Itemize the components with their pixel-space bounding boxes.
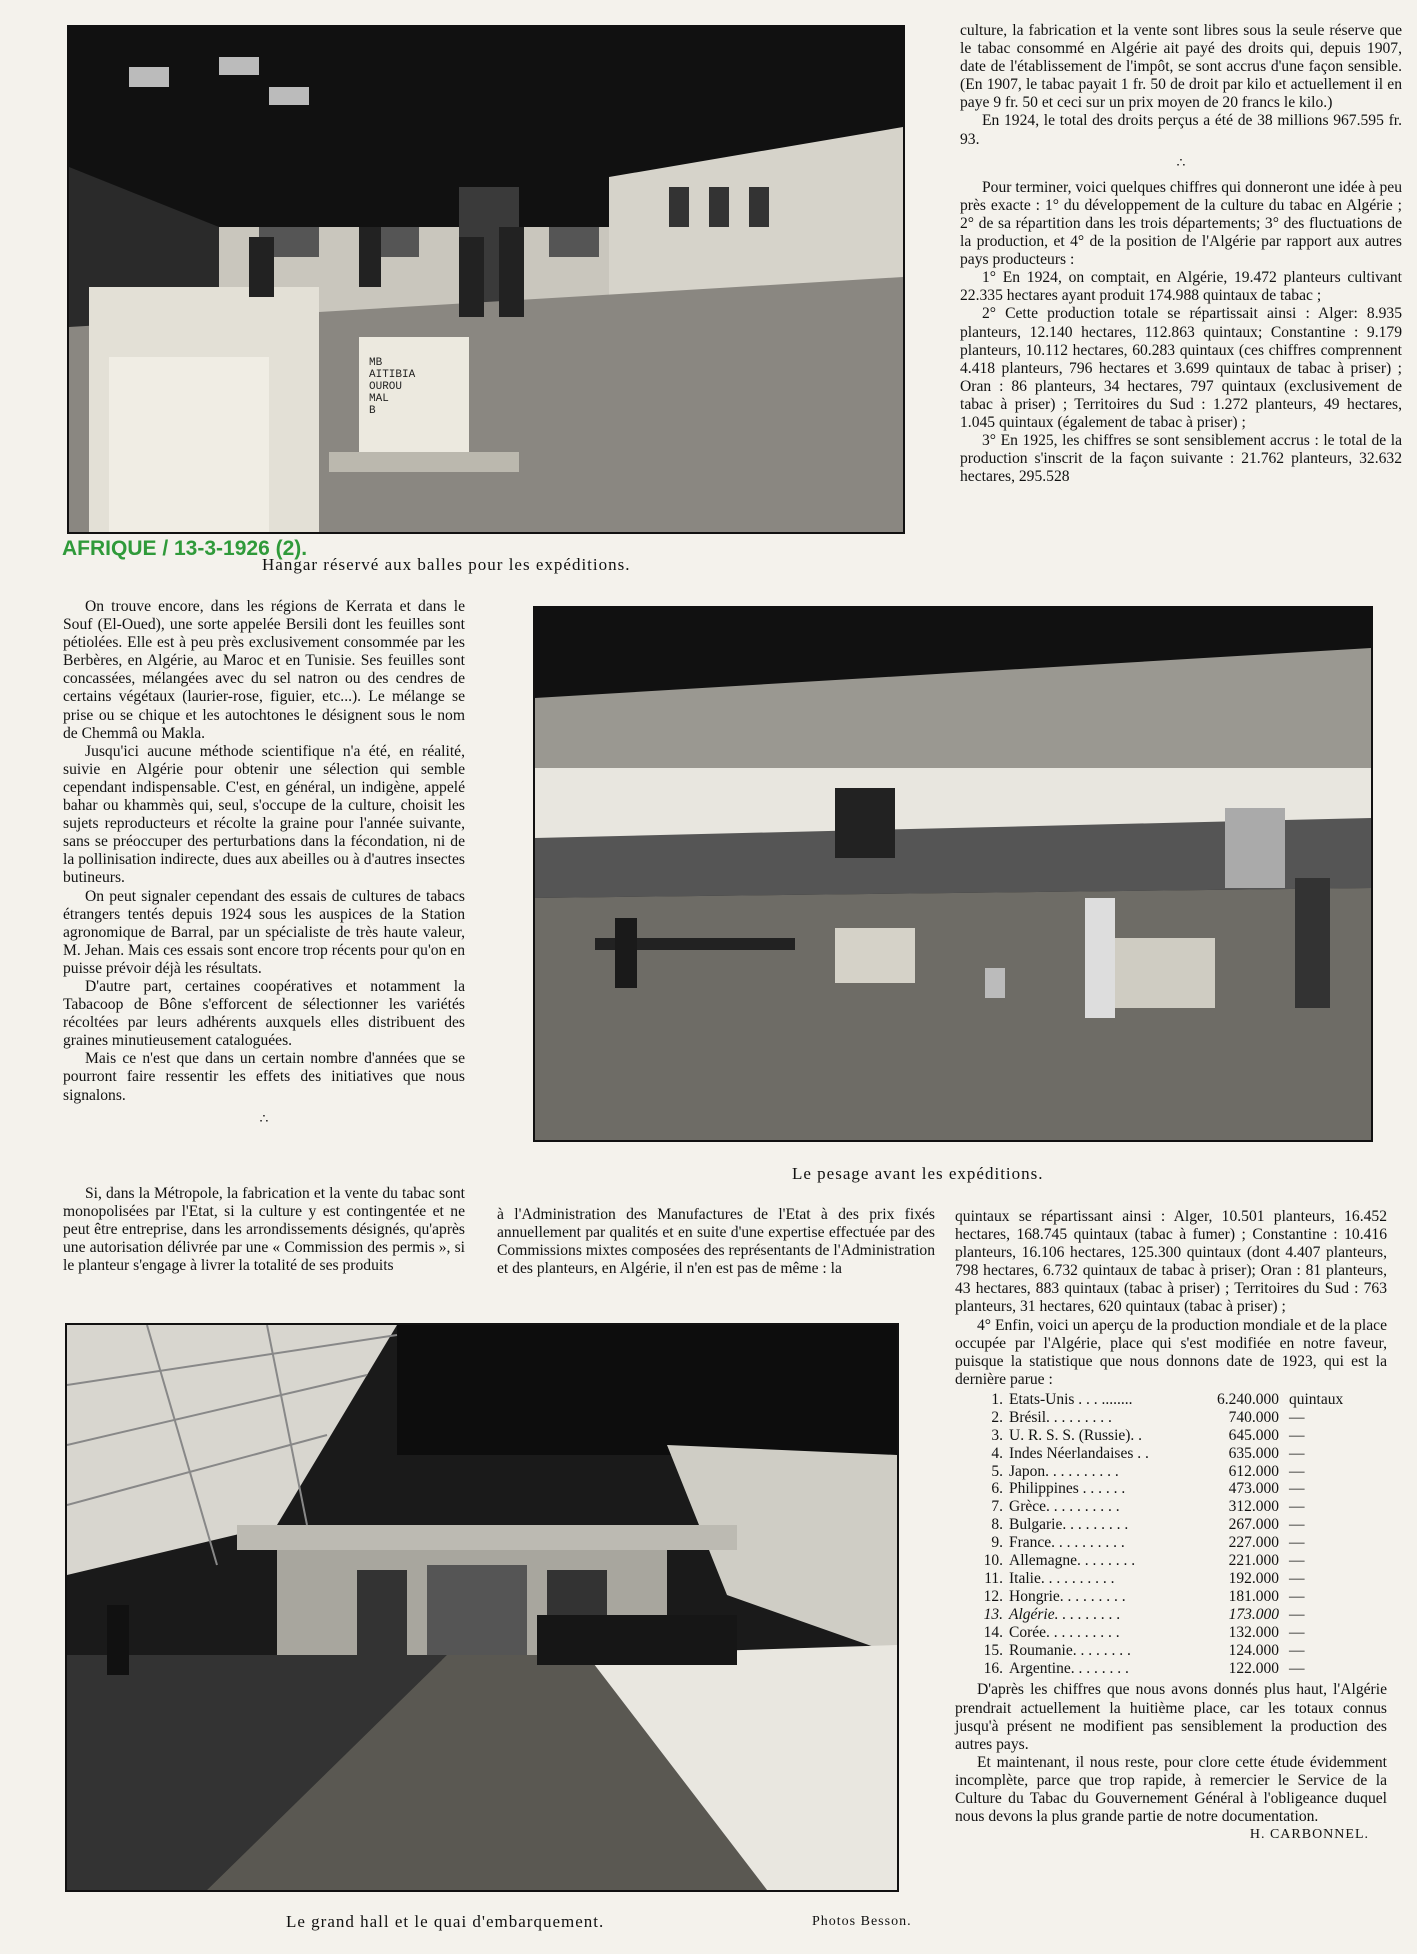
unit: — <box>1289 1480 1305 1498</box>
production-value: 221.000 <box>1228 1552 1279 1570</box>
unit: — <box>1289 1426 1305 1444</box>
photo-grand-hall <box>65 1323 899 1892</box>
table-row <box>979 1516 1343 1534</box>
photo-pesage <box>533 606 1373 1142</box>
unit: — <box>1289 1659 1305 1677</box>
production-ranking-table <box>979 1391 1343 1678</box>
rank-number: 7. <box>991 1498 1003 1516</box>
left-column-middle <box>63 598 465 1135</box>
right-column-top <box>960 22 1402 486</box>
left-column-low <box>63 1185 465 1275</box>
table-row <box>979 1463 1343 1481</box>
unit: — <box>1289 1516 1305 1534</box>
bale-lettering: MB AITIBIA OUROU MAL B <box>369 357 416 417</box>
table-row <box>979 1624 1343 1642</box>
paragraph: Et maintenant, il nous reste, pour clore cette étude évidemment incomplète, parce que trop rapide, à remercier le Service de la Culture du Tabac du Gouvernement Général à l'obligeance duquel nous devons la plus grande partie de notre documentation. <box>955 1753 1387 1826</box>
unit: — <box>1289 1552 1305 1570</box>
production-value: 312.000 <box>1228 1498 1279 1516</box>
paragraph: On peut signaler cependant des essais de cultures de tabacs étrangers tentés depuis 1924 sous les auspices de la Station agronomique de Barral, par un spécialiste de très haute valeur, M. Jehan. Mais ces essais sont encore trop récents pour qu'on en puisse prévoir déjà les résultats. <box>63 887 465 977</box>
unit: — <box>1289 1498 1305 1516</box>
country-name: Argentine. . . . . . . . <box>1009 1659 1129 1677</box>
production-value: 612.000 <box>1228 1462 1279 1480</box>
paragraph: à l'Administration des Manufactures de l'Etat à des prix fixés annuellement par qualités et en suite d'une expertise effectuée par des Commissions mixtes composées des représentants de l'Administration et des planteurs, en Algérie, il n'en est pas de même : la <box>497 1206 935 1278</box>
production-value: 192.000 <box>1228 1570 1279 1587</box>
paragraph: culture, la fabrication et la vente sont libres sous la seule réserve que le tabac consommé en Algérie ait payé des droits qui, depuis 1907, date de l'établissement de l'impôt, se sont accrus d'une façon sensible. (En 1907, le tabac payait 1 fr. 50 de droit par kilo et actuellement il en paye 9 fr. 50 et ceci sur un prix moyen de 20 francs le kilo.) <box>960 22 1402 112</box>
archive-stamp: AFRIQUE / 13-3-1926 (2). <box>62 537 308 560</box>
rank-number: 5. <box>991 1462 1003 1480</box>
country-name: Philippines . . . . . . <box>1009 1480 1126 1498</box>
rank-number: 10. <box>983 1552 1003 1570</box>
country-name: Corée. . . . . . . . . . <box>1009 1623 1120 1641</box>
unit: quintaux <box>1289 1390 1344 1408</box>
country-name: Italie. . . . . . . . . . <box>1009 1570 1115 1587</box>
rank-number: 4. <box>991 1444 1003 1462</box>
table-row <box>979 1570 1343 1588</box>
unit: — <box>1289 1534 1305 1552</box>
paragraph: Pour terminer, voici quelques chiffres qui donneront une idée à peu près exacte : 1° du développement de la culture du tabac en Algérie ; 2° de sa répartition dans les trois départements; 3° des fluctuations de la production, et 4° de la position de l'Algérie par rapport aux autres pays producteurs : <box>960 178 1402 269</box>
production-value: 227.000 <box>1228 1534 1279 1552</box>
photo-hangar <box>67 25 905 534</box>
country-name: Etats-Unis . . . ........ <box>1009 1390 1133 1408</box>
rank-number: 12. <box>983 1587 1003 1605</box>
table-row <box>979 1445 1343 1463</box>
rank-number: 13. <box>983 1605 1003 1623</box>
middle-column-low <box>497 1206 935 1278</box>
rank-number: 2. <box>991 1408 1003 1426</box>
table-row <box>979 1480 1343 1498</box>
paragraph: 4° Enfin, voici un aperçu de la production mondiale et de la place occupée par l'Algérie, place qui s'est modifiée en notre faveur, puisque la statistique que nous donnons date de 1923, qui est la dernière parue : <box>955 1316 1387 1388</box>
paragraph: On trouve encore, dans les régions de Kerrata et dans le Souf (El-Oued), une sorte appelée Bersili dont les feuilles sont pétiolées. Elle est à peu près exclusivement consommée par les Berbères, en Algérie, au Maroc et en Tunisie. Ses feuilles sont concassées, mélangées avec du sel natron ou des cendres de certains végétaux (laurier-rose, figuier, etc...). Le mélange se prise ou se chique et les autochtones le désignent sous le nom de Chemmâ ou Makla. <box>63 598 465 742</box>
country-name: U. R. S. S. (Russie). . <box>1009 1426 1143 1444</box>
country-name: Grèce. . . . . . . . . . <box>1009 1498 1120 1516</box>
country-name: Japon. . . . . . . . . . <box>1009 1462 1119 1480</box>
unit: — <box>1289 1408 1305 1426</box>
separator-stars: ∴ <box>259 1111 269 1127</box>
paragraph: Mais ce n'est que dans un certain nombre d'années que se pourront faire ressentir les effets des initiatives que nous signalons. <box>63 1050 465 1104</box>
rank-number: 3. <box>991 1426 1003 1444</box>
production-value: 6.240.000 <box>1217 1390 1279 1408</box>
paragraph: quintaux se répartissant ainsi : Alger, 10.501 planteurs, 16.452 hectares, 168.745 quintaux (tabac à fumer) ; Constantine : 10.416 planteurs, 16.106 hectares, 125.300 quintaux (dont 4.407 planteurs, 798 hectares, 6.732 quintaux de tabac à priser); Oran : 81 planteurs, 43 hectares, 883 quintaux (tabac à priser) ; Territoires du Sud : 763 planteurs, 31 hectares, 620 quintaux (tabac à priser) ; <box>955 1208 1387 1316</box>
table-row <box>979 1588 1343 1606</box>
unit: — <box>1289 1444 1305 1462</box>
unit: — <box>1289 1570 1305 1587</box>
rank-number: 1. <box>991 1390 1003 1408</box>
caption-hangar: Hangar réservé aux balles pour les expéditions. <box>262 555 631 574</box>
production-value: 267.000 <box>1228 1516 1279 1534</box>
table-row <box>979 1391 1343 1409</box>
rank-number: 15. <box>983 1641 1003 1659</box>
signature: H. CARBONNEL. <box>1249 1827 1369 1843</box>
separator-stars: ∴ <box>1176 155 1186 171</box>
country-name: Roumanie. . . . . . . . <box>1009 1641 1131 1659</box>
paragraph: 2° Cette production totale se répartissait ainsi : Alger: 8.935 planteurs, 12.140 hectares, 112.863 quintaux; Constantine : 9.179 planteurs, 10.112 hectares, 60.283 quintaux (ces chiffres comprennent 4.418 planteurs, 796 hectares et 3.699 quintaux de tabac à priser) ; Oran : 86 planteurs, 34 hectares, 797 quintaux (exclusivement de tabac à priser) ; Territoires du Sud : 1.272 planteurs, 49 hectares, 1.045 quintaux (également de tabac à priser) ; <box>960 305 1402 431</box>
caption-pesage: Le pesage avant les expéditions. <box>792 1164 1044 1183</box>
right-column-low <box>955 1208 1387 1844</box>
production-value: 645.000 <box>1228 1426 1279 1444</box>
production-value: 635.000 <box>1228 1444 1279 1462</box>
production-value: 473.000 <box>1228 1480 1279 1498</box>
paragraph: D'après les chiffres que nous avons donnés plus haut, l'Algérie prendrait actuellement la huitième place, car les totaux connus jusqu'à présent ne modifient pas sensiblement la production des autres pays. <box>955 1681 1387 1753</box>
production-value: 173.000 <box>1228 1605 1279 1623</box>
table-row <box>979 1409 1343 1427</box>
rank-number: 16. <box>983 1659 1003 1677</box>
rank-number: 11. <box>984 1570 1003 1587</box>
table-row <box>979 1427 1343 1445</box>
table-row <box>979 1606 1343 1624</box>
unit: — <box>1289 1587 1305 1605</box>
rank-number: 6. <box>991 1480 1003 1498</box>
rank-number: 8. <box>991 1516 1003 1534</box>
production-value: 124.000 <box>1228 1641 1279 1659</box>
unit: — <box>1289 1623 1305 1641</box>
paragraph: 3° En 1925, les chiffres se sont sensiblement accrus : le total de la production s'inscrit de la façon suivante : 21.762 planteurs, 32.632 hectares, 295.528 <box>960 432 1402 486</box>
table-row <box>979 1534 1343 1552</box>
rank-number: 9. <box>991 1534 1003 1552</box>
caption-grand-hall: Le grand hall et le quai d'embarquement. <box>286 1912 605 1931</box>
country-name: Indes Néerlandaises . . <box>1009 1444 1149 1462</box>
production-value: 122.000 <box>1228 1659 1279 1677</box>
table-row <box>979 1642 1343 1660</box>
country-name: Brésil. . . . . . . . . <box>1009 1408 1112 1426</box>
country-name: Bulgarie. . . . . . . . . <box>1009 1516 1129 1534</box>
country-name: Hongrie. . . . . . . . . <box>1009 1587 1126 1605</box>
paragraph: En 1924, le total des droits perçus a été de 38 millions 967.595 fr. 93. <box>960 112 1402 148</box>
paragraph: Jusqu'ici aucune méthode scientifique n'a été, en réalité, suivie en Algérie pour obtenir une sélection qui semble cependant indispensable. C'est, en général, un indigène, appelé bahar ou khammès qui, seul, s'occupe de la culture, choisit les sujets reproducteurs et récolte la graine pour l'année suivante, sans se préoccuper des perturbations dans la fécondation, ni de la pollinisation indirecte, dues aux abeilles ou à d'autres insectes butineurs. <box>63 742 465 887</box>
country-name: Algérie. . . . . . . . . <box>1009 1605 1121 1623</box>
rank-number: 14. <box>983 1623 1003 1641</box>
production-value: 181.000 <box>1228 1587 1279 1605</box>
photo-credit: Photos Besson. <box>812 1914 912 1929</box>
table-row <box>979 1660 1343 1678</box>
production-value: 132.000 <box>1228 1623 1279 1641</box>
production-value: 740.000 <box>1228 1408 1279 1426</box>
unit: — <box>1289 1641 1305 1659</box>
unit: — <box>1289 1462 1305 1480</box>
table-row <box>979 1552 1343 1570</box>
country-name: France. . . . . . . . . . <box>1009 1534 1125 1552</box>
paragraph: D'autre part, certaines coopératives et notamment la Tabacoop de Bône s'efforcent de sélectionner les variétés récoltées par leurs adhérents auxquels elles distribuent des graines minutieusement cataloguées. <box>63 977 465 1050</box>
paragraph: 1° En 1924, on comptait, en Algérie, 19.472 planteurs cultivant 22.335 hectares ayant produit 174.988 quintaux de tabac ; <box>960 269 1402 305</box>
unit: — <box>1289 1605 1305 1623</box>
country-name: Allemagne. . . . . . . . <box>1009 1552 1136 1570</box>
paragraph: Si, dans la Métropole, la fabrication et la vente du tabac sont monopolisées par l'Etat, si la culture y est contingentée et ne peut être entreprise, dans les arrondissements désignés, qu'après une autorisation délivrée par une « Commission des permis », si le planteur s'engage à livrer la totalité de ses produits <box>63 1185 465 1275</box>
table-row <box>979 1498 1343 1516</box>
